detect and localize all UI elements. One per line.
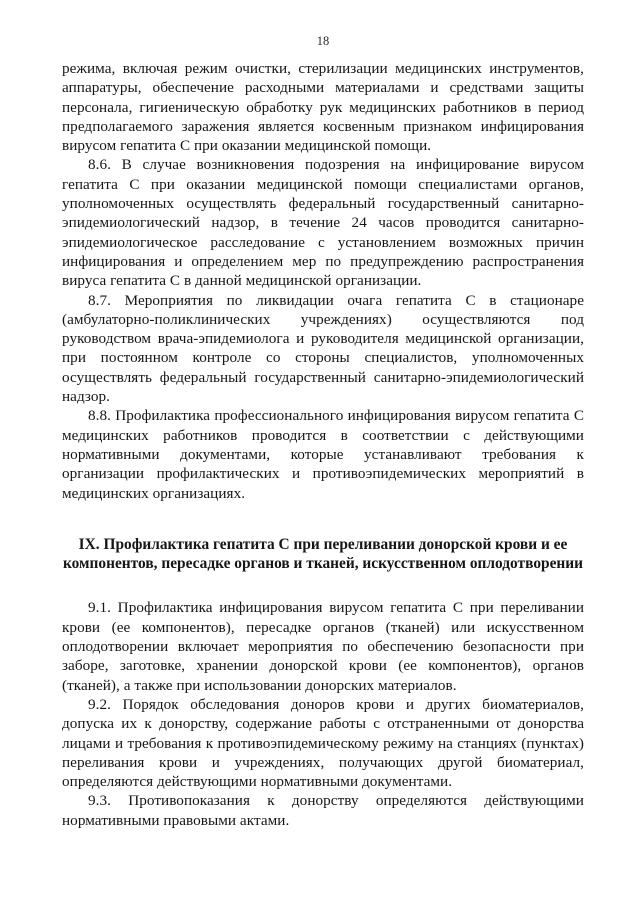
- paragraph-9-3: 9.3. Противопоказания к донорству определяются действующими нормативными правовыми актами.: [62, 792, 584, 829]
- page-number: 18: [316, 34, 330, 48]
- paragraph-8-8: 8.8. Профилактика профессионального инфицирования вирусом гепатита С медицинских работников проводится в соответствии с действующими нормативными документами, которые устанавливают требования к организации профилактических и противоэпидемических мероприятий в медицинских организациях.: [62, 407, 584, 502]
- paragraph-9-2: 9.2. Порядок обследования доноров крови и других биоматериалов, допуска их к донорству, содержание работы с отстраненными от донорства лицами и требования к противоэпидемическому режиму на станциях (пунктах) переливания крови и учреждениях, получающих другой биоматериал, определяются действующими нормативными документами.: [62, 695, 584, 791]
- paragraph-8-7: 8.7. Мероприятия по ликвидации очага гепатита С в стационаре (амбулаторно-поликлинических учреждениях) осуществляются под руководством врача-эпидемиолога и руководителя медицинской организации, при постоянном контроле со стороны специалистов, уполномоченных осуществлять федеральный государственный санитарно-эпидемиологический надзор.: [62, 291, 584, 406]
- document-page: [62, 34, 584, 830]
- section-title-ix: IX. Профилактика гепатита С при переливании донорской крови и ее компонентов, пересадке органов и тканей, искусственном оплодотворении: [62, 535, 584, 573]
- paragraph-8-6: 8.6. В случае возникновения подозрения на инфицирование вирусом гепатита С при оказании медицинской помощи специалистами органов, уполномоченных осуществлять федеральный государственный санитарно-эпидемиологический надзор, в течение 24 часов проводится санитарно-эпидемиологическое расследование с установлением возможных причин инфицирования и определением мер по предупреждению распространения вируса гепатита С в данной медицинской организации.: [62, 156, 584, 290]
- paragraph-9-1: 9.1. Профилактика инфицирования вирусом гепатита С при переливании крови (ее компонентов), пересадке органов (тканей) или искусственном оплодотворении включает мероприятия по обеспечению безопасности при заборе, заготовке, хранении донорской крови (ее компонентов), органов (тканей), а также при использовании донорских материалов.: [62, 599, 584, 694]
- paragraph-continuation: режима, включая режим очистки, стерилизации медицинских инструментов, аппаратуры, обеспечение расходными материалами и средствами защиты персонала, гигиеническую обработку рук медицинских работников в период предполагаемого заражения является косвенным признаком инфицирования вирусом гепатита С при оказании медицинской помощи.: [62, 60, 584, 155]
